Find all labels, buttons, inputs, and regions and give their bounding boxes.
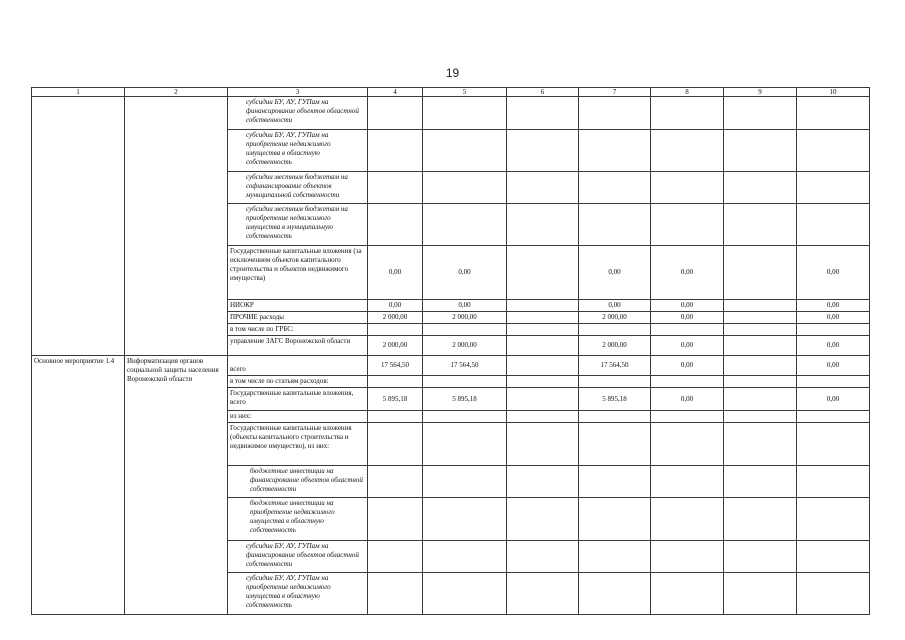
budget-table: [31, 87, 870, 615]
row-label: субсидии БУ, АУ, ГУПам на финансирование объектов областной собственности: [228, 97, 368, 130]
table-row: [32, 97, 870, 130]
value-cell: 17 564,50: [368, 356, 423, 376]
value-cell: [651, 172, 724, 204]
column-header: 6: [507, 88, 579, 97]
row-label: управление ЗАГС Воронежской области: [228, 336, 368, 356]
value-cell: [579, 204, 651, 246]
value-cell: [797, 423, 870, 466]
value-cell: [368, 541, 423, 573]
column-header: 1: [32, 88, 125, 97]
page-number: 19: [445, 66, 460, 80]
value-cell: [651, 498, 724, 541]
value-cell: 0,00: [797, 356, 870, 376]
value-cell: [797, 172, 870, 204]
value-cell: [797, 466, 870, 498]
value-cell: [797, 97, 870, 130]
row-label: субсидии БУ, АУ, ГУПам на приобретение недвижимого имущества в областную собственность: [228, 130, 368, 172]
value-cell: [579, 97, 651, 130]
value-cell: [724, 573, 797, 615]
value-cell: [423, 324, 507, 336]
value-cell: 5 895,18: [423, 388, 507, 411]
value-cell: [507, 423, 579, 466]
value-cell: [507, 204, 579, 246]
value-cell: 2 000,00: [368, 336, 423, 356]
value-cell: [579, 411, 651, 423]
activity-name: Информатизация органов социальной защиты населения Воронежской области: [125, 356, 228, 615]
value-cell: [651, 376, 724, 388]
value-cell: 0,00: [368, 300, 423, 312]
value-cell: 0,00: [797, 336, 870, 356]
value-cell: [423, 423, 507, 466]
value-cell: [507, 541, 579, 573]
value-cell: 2 000,00: [423, 312, 507, 324]
column-header: 5: [423, 88, 507, 97]
value-cell: [507, 130, 579, 172]
column-header: 10: [797, 88, 870, 97]
row-label: ПРОЧИЕ расходы: [228, 312, 368, 324]
value-cell: 0,00: [579, 300, 651, 312]
row-label: бюджетные инвестиции на финансирование объектов областной собственности: [228, 466, 368, 498]
value-cell: [797, 324, 870, 336]
cell-col1: [32, 97, 125, 356]
value-cell: [507, 573, 579, 615]
value-cell: 5 895,18: [579, 388, 651, 411]
value-cell: [423, 498, 507, 541]
value-cell: [423, 466, 507, 498]
value-cell: [724, 324, 797, 336]
value-cell: [579, 573, 651, 615]
value-cell: [507, 466, 579, 498]
value-cell: 0,00: [423, 246, 507, 300]
activity-code: Основное мероприятие 1.4: [32, 356, 125, 615]
value-cell: [579, 324, 651, 336]
value-cell: [507, 312, 579, 324]
table-row: [32, 356, 870, 376]
value-cell: [724, 411, 797, 423]
value-cell: [507, 172, 579, 204]
value-cell: [724, 466, 797, 498]
value-cell: 0,00: [368, 246, 423, 300]
value-cell: [797, 498, 870, 541]
value-cell: 17 564,50: [579, 356, 651, 376]
value-cell: [651, 466, 724, 498]
value-cell: [724, 541, 797, 573]
column-header: 2: [125, 88, 228, 97]
value-cell: 0,00: [651, 246, 724, 300]
value-cell: [797, 204, 870, 246]
value-cell: [724, 336, 797, 356]
value-cell: 0,00: [797, 388, 870, 411]
value-cell: [651, 97, 724, 130]
value-cell: 2 000,00: [423, 336, 507, 356]
row-label: всего: [228, 356, 368, 376]
value-cell: 0,00: [797, 246, 870, 300]
column-header: 3: [228, 88, 368, 97]
value-cell: [423, 172, 507, 204]
value-cell: [507, 324, 579, 336]
value-cell: [797, 411, 870, 423]
value-cell: [507, 376, 579, 388]
row-label: бюджетные инвестиции на приобретение недвижимого имущества в областную собственность: [228, 498, 368, 541]
value-cell: [507, 498, 579, 541]
value-cell: [368, 466, 423, 498]
value-cell: [368, 97, 423, 130]
row-label: в том числе по статьям расходов:: [228, 376, 368, 388]
value-cell: [579, 423, 651, 466]
row-label: субсидии местным бюджетам на приобретение недвижимого имущества в муниципальную собственность: [228, 204, 368, 246]
value-cell: [724, 356, 797, 376]
value-cell: [579, 130, 651, 172]
value-cell: [797, 573, 870, 615]
value-cell: [651, 411, 724, 423]
value-cell: [724, 376, 797, 388]
value-cell: [724, 97, 797, 130]
value-cell: 0,00: [797, 312, 870, 324]
value-cell: 0,00: [651, 336, 724, 356]
value-cell: 0,00: [651, 356, 724, 376]
value-cell: [651, 573, 724, 615]
value-cell: 0,00: [797, 300, 870, 312]
value-cell: [423, 573, 507, 615]
row-label: субсидии БУ, АУ, ГУПам на финансирование объектов областной собственности: [228, 541, 368, 573]
value-cell: [423, 97, 507, 130]
column-header: 9: [724, 88, 797, 97]
value-cell: [651, 204, 724, 246]
value-cell: [797, 130, 870, 172]
value-cell: [507, 300, 579, 312]
value-cell: [507, 336, 579, 356]
value-cell: [507, 246, 579, 300]
value-cell: [423, 376, 507, 388]
value-cell: [368, 423, 423, 466]
value-cell: [651, 324, 724, 336]
value-cell: [368, 324, 423, 336]
value-cell: [724, 246, 797, 300]
value-cell: [423, 204, 507, 246]
value-cell: [368, 204, 423, 246]
value-cell: [579, 466, 651, 498]
value-cell: [368, 376, 423, 388]
value-cell: [579, 172, 651, 204]
value-cell: 0,00: [579, 246, 651, 300]
column-header: 8: [651, 88, 724, 97]
row-label: субсидии БУ, АУ, ГУПам на приобретение недвижимого имущества в областную собственность: [228, 573, 368, 615]
value-cell: 0,00: [651, 300, 724, 312]
value-cell: [724, 204, 797, 246]
value-cell: [507, 388, 579, 411]
value-cell: [797, 541, 870, 573]
value-cell: [724, 423, 797, 466]
value-cell: [368, 411, 423, 423]
value-cell: [579, 376, 651, 388]
value-cell: [724, 172, 797, 204]
value-cell: 17 564,50: [423, 356, 507, 376]
value-cell: [651, 423, 724, 466]
row-label: Государственные капитальные вложения (за исключением объектов капитального строительства и объектов недвижимого имущества): [228, 246, 368, 300]
row-label: в том числе по ГРБС:: [228, 324, 368, 336]
column-header: 7: [579, 88, 651, 97]
value-cell: 2 000,00: [579, 336, 651, 356]
value-cell: [651, 541, 724, 573]
value-cell: 5 895,18: [368, 388, 423, 411]
value-cell: [368, 172, 423, 204]
row-label: субсидии местным бюджетам на софинансирование объектов муниципальной собственности: [228, 172, 368, 204]
value-cell: [724, 130, 797, 172]
value-cell: [579, 498, 651, 541]
row-label: из них:: [228, 411, 368, 423]
column-header: 4: [368, 88, 423, 97]
value-cell: [724, 312, 797, 324]
value-cell: [797, 376, 870, 388]
value-cell: [368, 573, 423, 615]
value-cell: [724, 498, 797, 541]
value-cell: [507, 411, 579, 423]
value-cell: [724, 300, 797, 312]
value-cell: [423, 541, 507, 573]
value-cell: 0,00: [651, 312, 724, 324]
row-label: Государственные капитальные вложения, всего: [228, 388, 368, 411]
cell-col2: [125, 97, 228, 356]
value-cell: [507, 356, 579, 376]
value-cell: 2 000,00: [579, 312, 651, 324]
value-cell: [579, 541, 651, 573]
value-cell: [368, 498, 423, 541]
value-cell: [368, 130, 423, 172]
value-cell: [724, 388, 797, 411]
value-cell: 0,00: [423, 300, 507, 312]
header-row: [32, 88, 870, 97]
value-cell: [423, 130, 507, 172]
value-cell: [423, 411, 507, 423]
row-label: Государственные капитальные вложения (объекты капитального строительства и недвижимое имущество), из них:: [228, 423, 368, 466]
value-cell: [507, 97, 579, 130]
row-label: НИОКР: [228, 300, 368, 312]
value-cell: 0,00: [651, 388, 724, 411]
value-cell: 2 000,00: [368, 312, 423, 324]
value-cell: [651, 130, 724, 172]
